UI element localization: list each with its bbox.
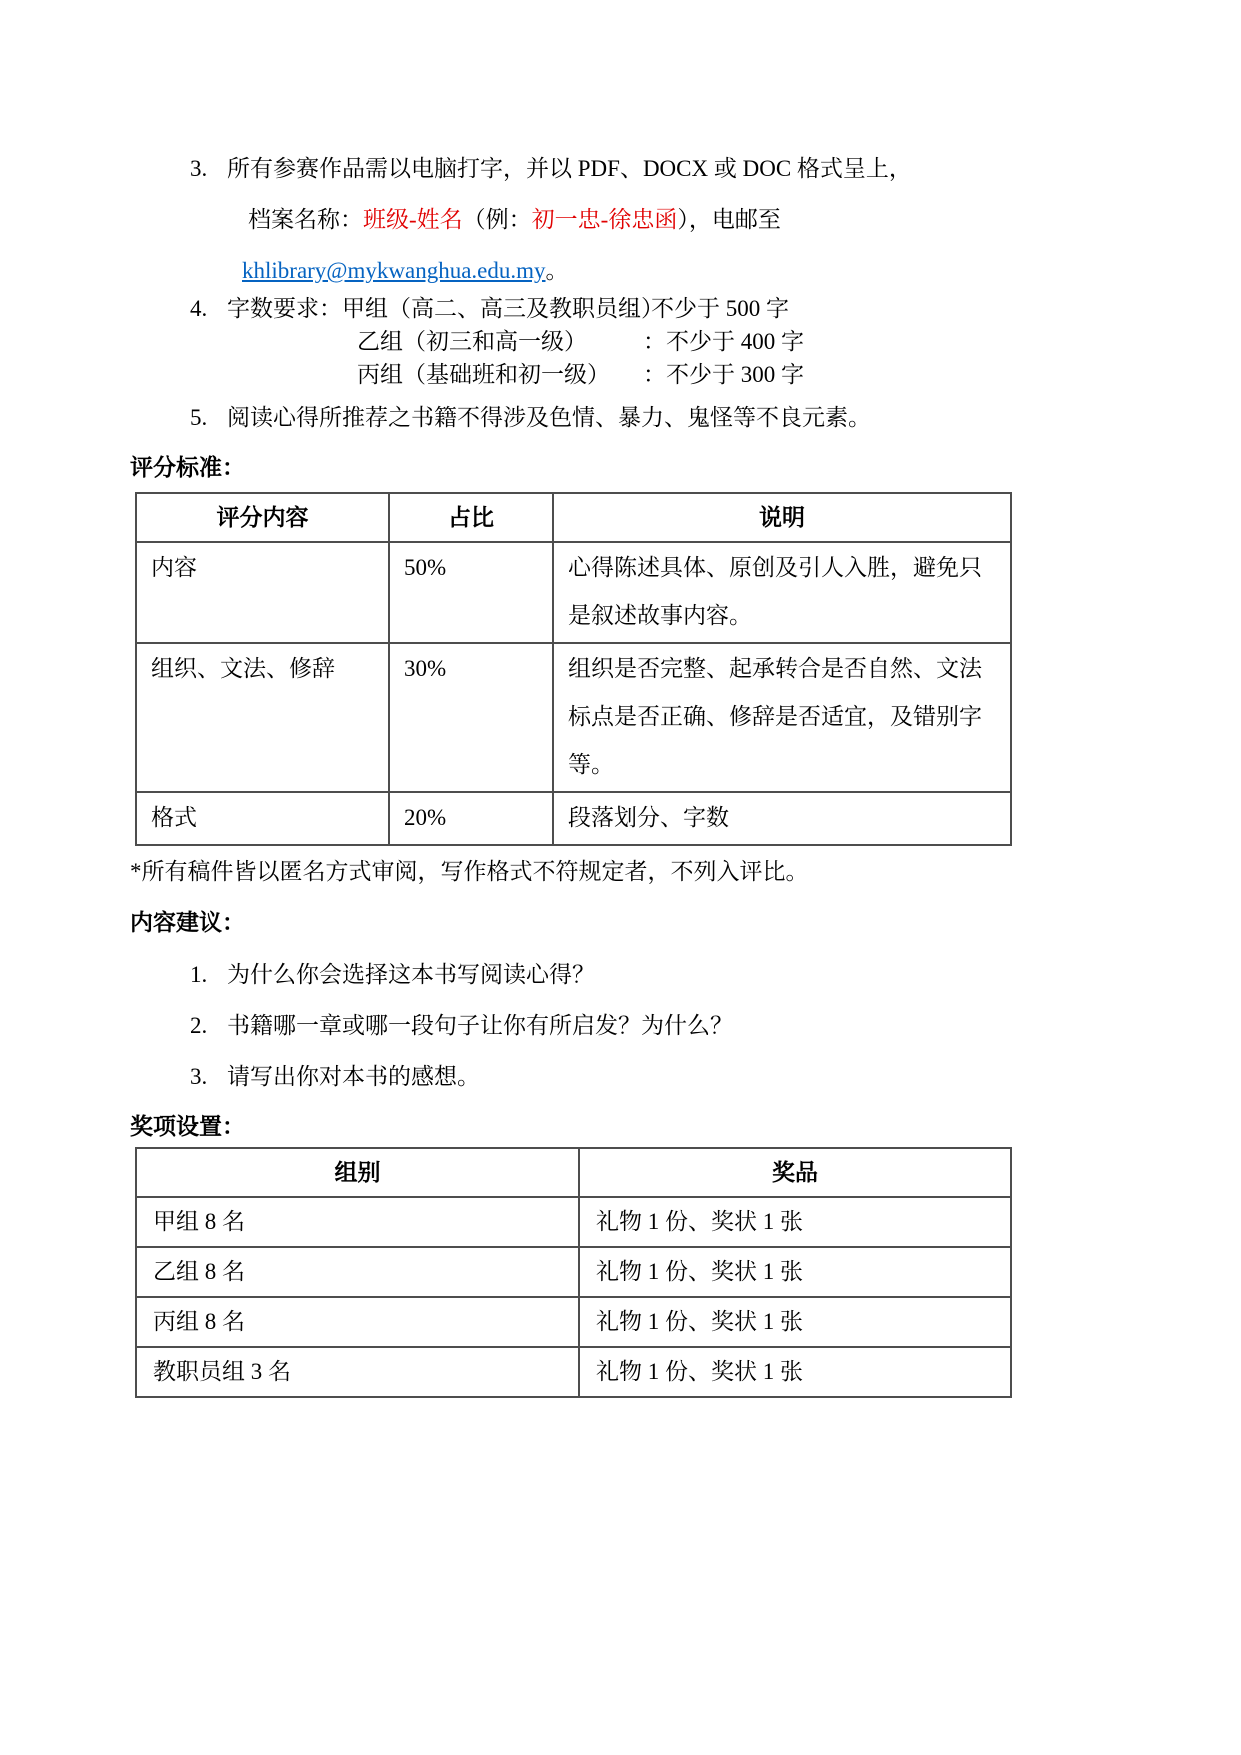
list-number-4: 4.	[190, 296, 208, 321]
item3-line2	[248, 194, 1015, 245]
prizes-header-group: 组别	[136, 1148, 579, 1197]
description-cell: 组织是否完整、起承转合是否自然、文法标点是否正确、修辞是否适宜，及错别字等。	[553, 643, 1011, 792]
suggestion-item-2	[130, 1000, 1015, 1051]
weight-cell: 30%	[389, 643, 553, 792]
email-period: 。	[545, 258, 569, 283]
item3-line1: 所有参赛作品需以电脑打字，并以 PDF、DOCX 或 DOC 格式呈上，	[227, 156, 912, 181]
suggestion-number-1: 1.	[190, 962, 208, 987]
scoring-row-content	[136, 542, 1011, 643]
prize-cell: 礼物 1 份、奖状 1 张	[579, 1297, 1011, 1347]
weight-cell: 50%	[389, 542, 553, 643]
example-close: ），电邮至	[677, 207, 781, 232]
group-a-name: 甲组（高二、高三及教职员组）	[342, 296, 664, 321]
suggestion-number-2: 2.	[190, 1013, 208, 1038]
group-cell: 乙组 8 名	[136, 1247, 579, 1297]
group-cell: 甲组 8 名	[136, 1197, 579, 1247]
prizes-header-row	[136, 1148, 1011, 1197]
criteria-cell: 内容	[136, 542, 389, 643]
group-b-name: 乙组（初三和高一级）	[357, 329, 587, 354]
list-number-5: 5.	[190, 405, 208, 430]
document-content	[130, 143, 1015, 1398]
item4-line2	[357, 325, 1015, 358]
criteria-cell: 格式	[136, 792, 389, 845]
prize-cell: 礼物 1 份、奖状 1 张	[579, 1197, 1011, 1247]
prizes-row-b	[136, 1247, 1011, 1297]
suggestions-list	[130, 949, 1015, 1102]
item4-line1	[227, 292, 1015, 325]
group-a-requirement: ：不少于 500 字	[628, 296, 789, 321]
scoring-header-criteria: 评分内容	[136, 493, 389, 542]
anonymous-review-footnote: *所有稿件皆以匿名方式审阅，写作格式不符规定者，不列入评比。	[130, 859, 809, 884]
prize-cell: 礼物 1 份、奖状 1 张	[579, 1247, 1011, 1297]
item5-text: 阅读心得所推荐之书籍不得涉及色情、暴力、鬼怪等不良元素。	[227, 405, 871, 430]
suggestions-heading: 内容建议：	[130, 910, 245, 935]
suggestion-item-1	[130, 949, 1015, 1000]
suggestion-text-1: 为什么你会选择这本书写阅读心得？	[227, 962, 595, 987]
list-item-5	[130, 392, 1015, 443]
description-cell: 段落划分、字数	[553, 792, 1011, 845]
list-number-3: 3.	[190, 156, 208, 181]
suggestion-text-3: 请写出你对本书的感想。	[227, 1064, 480, 1089]
prizes-header-prize: 奖品	[579, 1148, 1011, 1197]
group-cell: 丙组 8 名	[136, 1297, 579, 1347]
scoring-heading: 评分标准：	[130, 455, 245, 480]
scoring-header-weight: 占比	[389, 493, 553, 542]
group-b-requirement: ：不少于 400 字	[643, 329, 804, 354]
group-cell: 教职员组 3 名	[136, 1347, 579, 1397]
suggestion-text-2: 书籍哪一章或哪一段句子让你有所启发？为什么？	[227, 1013, 733, 1038]
example-open: （例：	[462, 207, 532, 232]
scoring-row-organization	[136, 643, 1011, 792]
scoring-table	[135, 492, 1012, 846]
email-link[interactable]: khlibrary@mykwanghua.edu.my	[242, 258, 546, 283]
prizes-row-c	[136, 1297, 1011, 1347]
criteria-cell: 组织、文法、修辞	[136, 643, 389, 792]
filename-label: 档案名称：	[248, 207, 363, 232]
description-cell: 心得陈述具体、原创及引人入胜，避免只是叙述故事内容。	[553, 542, 1011, 643]
suggestion-number-3: 3.	[190, 1064, 208, 1089]
weight-cell: 20%	[389, 792, 553, 845]
prizes-table	[135, 1147, 1012, 1398]
scoring-header-description: 说明	[553, 493, 1011, 542]
scoring-row-format	[136, 792, 1011, 845]
prizes-row-staff	[136, 1347, 1011, 1397]
filename-format: 班级-姓名	[363, 207, 463, 232]
filename-example: 初一忠-徐忠函	[531, 207, 678, 232]
item3-line3	[242, 245, 1015, 296]
list-item-3	[130, 143, 1015, 296]
prize-cell: 礼物 1 份、奖状 1 张	[579, 1347, 1011, 1397]
scoring-header-row	[136, 493, 1011, 542]
prizes-heading: 奖项设置：	[130, 1114, 245, 1139]
suggestion-item-3	[130, 1051, 1015, 1102]
item4-line3	[357, 358, 1015, 391]
prizes-row-a	[136, 1197, 1011, 1247]
list-item-4	[130, 292, 1015, 391]
group-c-requirement: ：不少于 300 字	[643, 362, 804, 387]
group-c-name: 丙组（基础班和初一级）	[357, 362, 610, 387]
wordcount-label: 字数要求：	[227, 296, 342, 321]
